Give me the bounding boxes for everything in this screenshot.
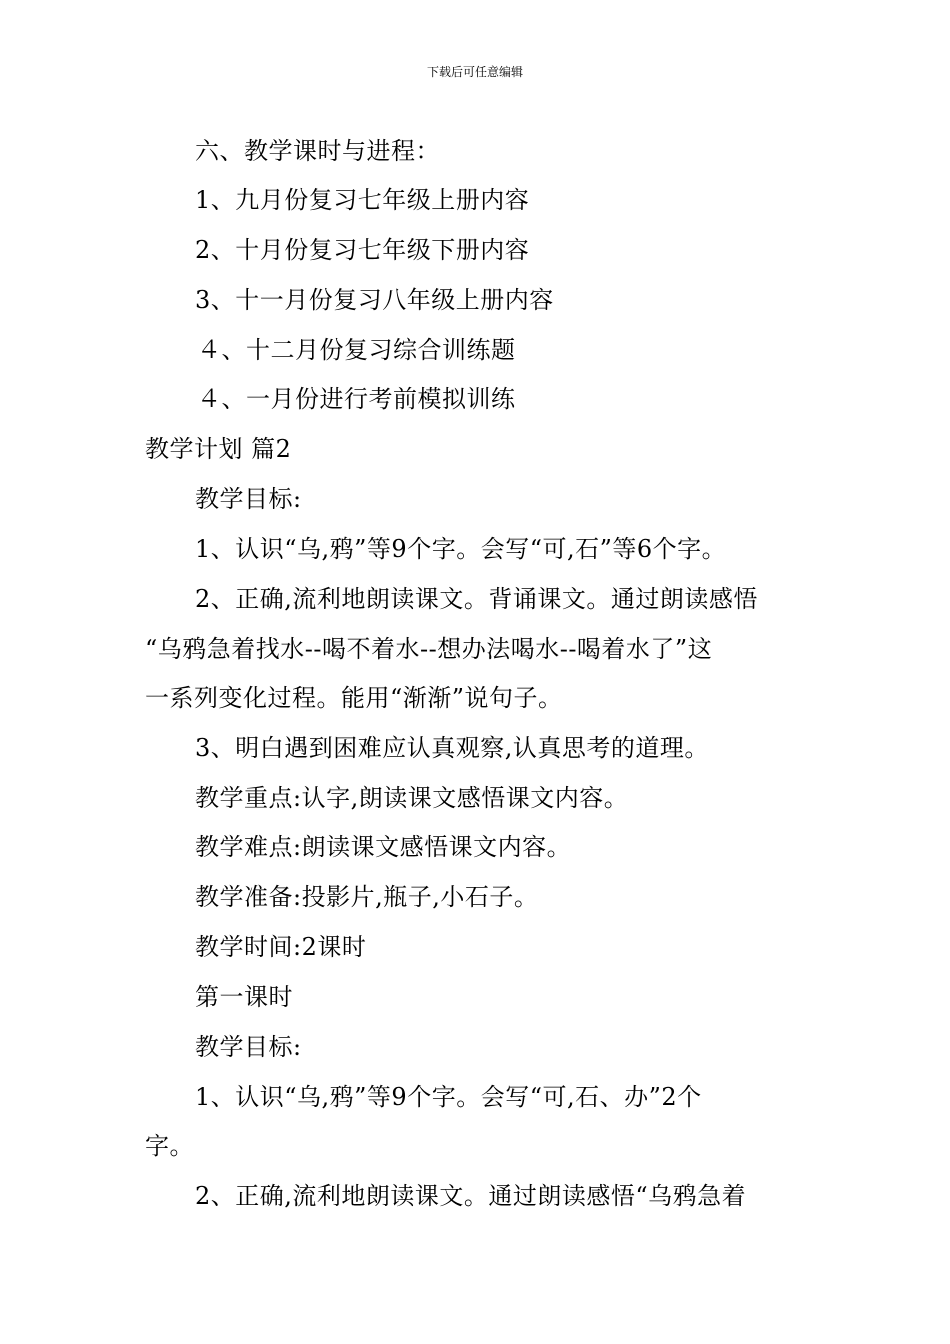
teaching-time: 教学时间:2课时 — [195, 933, 367, 961]
section-heading-schedule: 六、教学课时与进程： — [195, 137, 440, 165]
plan-title: 教学计划 篇2 — [145, 435, 292, 463]
objective-2-line-2: “乌鸦急着找水--喝不着水--想办法喝水--喝着水了”这 — [145, 635, 713, 663]
lesson-objective-1-line-1: 1、认识“乌,鸦”等9个字。会写“可,石、办”2个 — [195, 1083, 702, 1111]
lesson-objective-1-line-2: 字。 — [145, 1132, 194, 1160]
first-lesson-heading: 第一课时 — [195, 983, 293, 1011]
teaching-focus: 教学重点:认字,朗读课文感悟课文内容。 — [195, 784, 629, 812]
schedule-item-3: 3、十一月份复习八年级上册内容 — [195, 286, 554, 314]
schedule-item-5: ４、一月份进行考前模拟训练 — [197, 385, 516, 413]
teaching-preparation: 教学准备:投影片,瓶子,小石子。 — [195, 883, 539, 911]
objectives-heading: 教学目标: — [195, 485, 302, 513]
page-header: 下载后可任意编辑 — [426, 65, 523, 79]
objective-2-line-1: 2、正确,流利地朗读课文。背诵课文。通过朗读感悟 — [195, 585, 758, 613]
objective-1: 1、认识“乌,鸦”等9个字。会写“可,石”等6个字。 — [195, 535, 727, 563]
schedule-item-1: 1、九月份复习七年级上册内容 — [195, 186, 530, 214]
schedule-item-4: ４、十二月份复习综合训练题 — [197, 336, 516, 364]
objective-2-line-3: 一系列变化过程。能用“渐渐”说句子。 — [145, 684, 563, 712]
lesson-objectives-heading: 教学目标: — [195, 1033, 302, 1061]
lesson-objective-2-line-1: 2、正确,流利地朗读课文。通过朗读感悟“乌鸦急着 — [195, 1182, 747, 1210]
objective-3: 3、明白遇到困难应认真观察,认真思考的道理。 — [195, 734, 709, 762]
schedule-item-2: 2、十月份复习七年级下册内容 — [195, 236, 530, 264]
teaching-difficulty: 教学难点:朗读课文感悟课文内容。 — [195, 833, 572, 861]
